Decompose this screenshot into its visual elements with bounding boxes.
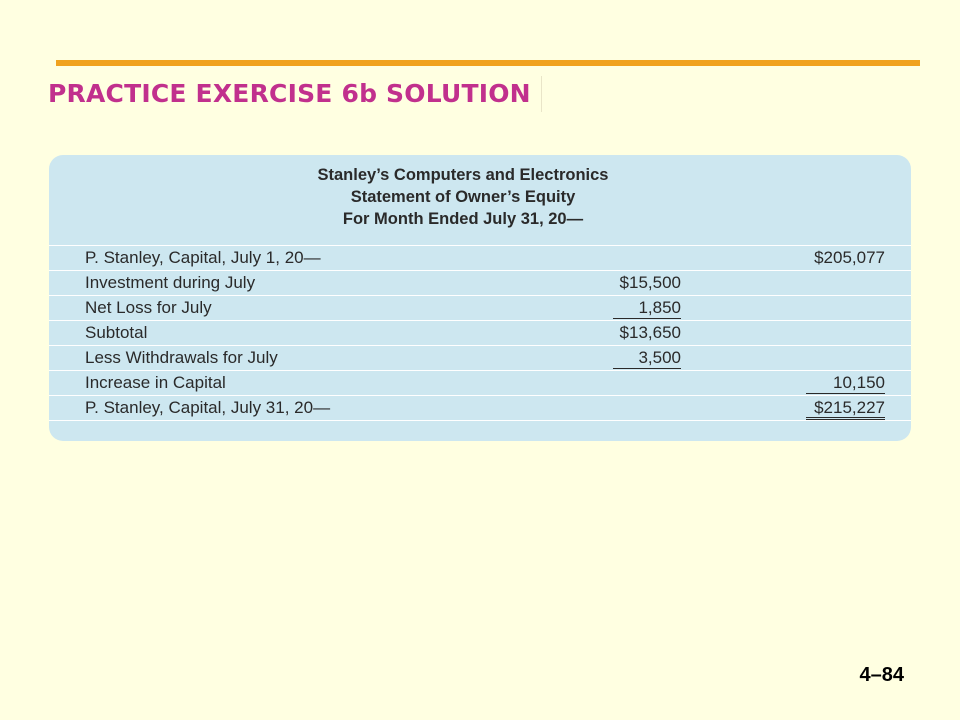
owners-equity-statement: [49, 155, 911, 441]
table-row: [49, 296, 911, 321]
table-row: [49, 271, 911, 296]
row-label: Investment during July: [85, 273, 256, 292]
row-amount-detail: 3,500: [613, 347, 681, 369]
row-label: Subtotal: [85, 323, 148, 342]
row-amount-detail: $15,500: [619, 273, 681, 292]
row-amount-detail: 1,850: [613, 297, 681, 319]
row-amount-total: $205,077: [814, 248, 885, 267]
row-label: Increase in Capital: [85, 373, 226, 392]
statement-name: Statement of Owner’s Equity: [350, 188, 576, 206]
row-amount-total: 10,150: [806, 372, 885, 394]
table-row: [49, 396, 911, 421]
top-accent-rule: [56, 60, 920, 66]
page-number: 4–84: [859, 664, 904, 686]
statement-rows: [49, 245, 911, 421]
row-amount-total: $215,227: [806, 397, 885, 420]
statement-header: [49, 164, 911, 230]
row-label: P. Stanley, Capital, July 31, 20—: [85, 398, 331, 417]
statement-period: For Month Ended July 31, 20—: [342, 210, 584, 228]
table-row: [49, 246, 911, 271]
company-name: Stanley’s Computers and Electronics: [317, 166, 609, 184]
page-title: PRACTICE EXERCISE 6b SOLUTION: [48, 76, 542, 112]
table-row: [49, 371, 911, 396]
row-label: Net Loss for July: [85, 298, 212, 317]
row-amount-detail: $13,650: [619, 323, 681, 342]
row-label: Less Withdrawals for July: [85, 348, 278, 367]
table-row: [49, 321, 911, 346]
row-label: P. Stanley, Capital, July 1, 20—: [85, 248, 321, 267]
table-row: [49, 346, 911, 371]
